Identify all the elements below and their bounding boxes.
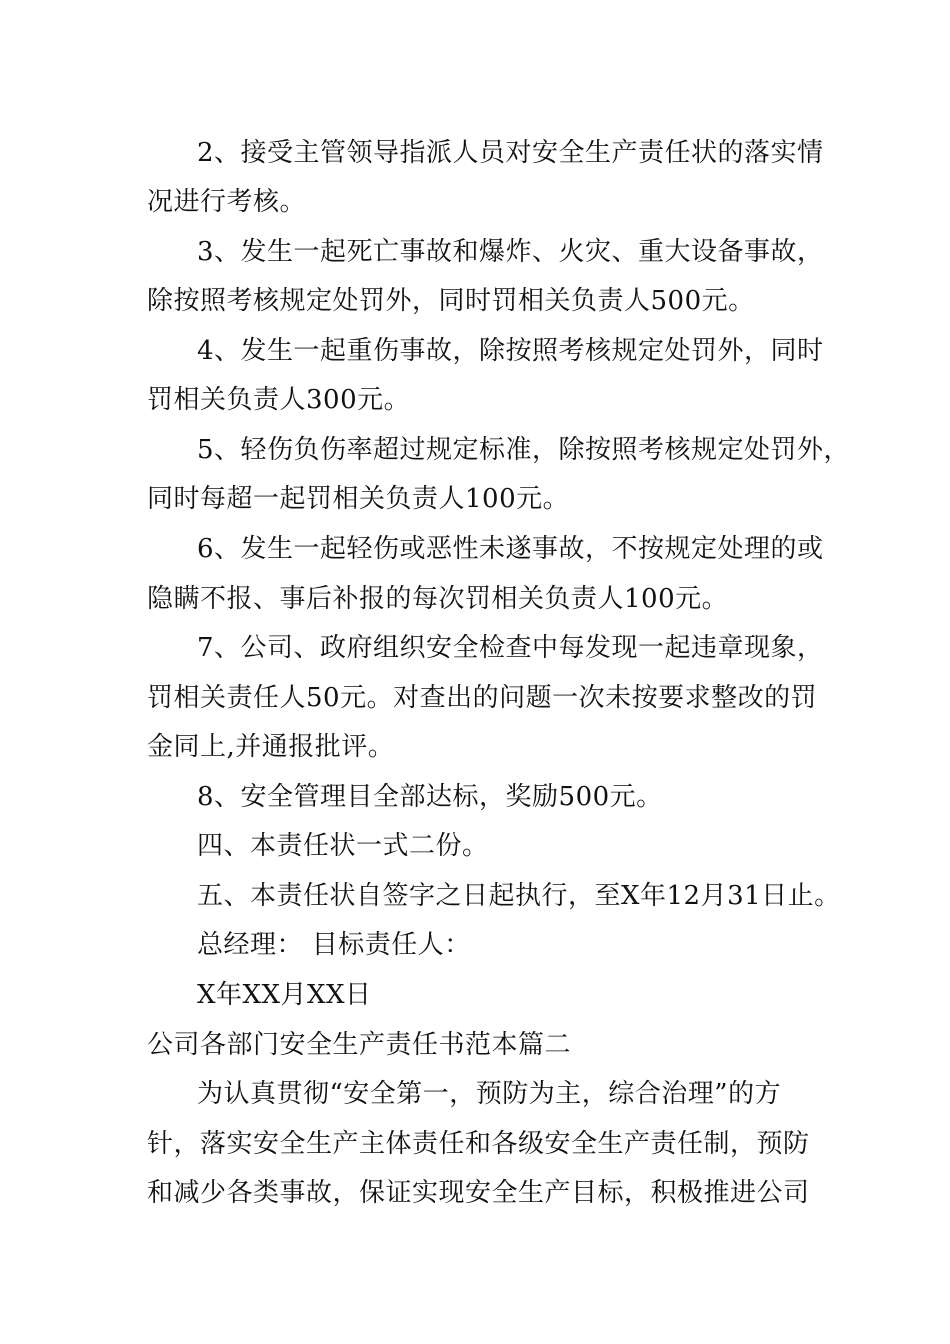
paragraph-line: 3、发生一起死亡事故和爆炸、火灾、重大设备事故， xyxy=(197,237,824,267)
paragraph-line: 4、发生一起重伤事故，除按照考核规定处罚外，同时 xyxy=(197,336,824,366)
paragraph-line: 7、公司、政府组织安全检查中每发现一起违章现象， xyxy=(197,633,824,663)
paragraph-line: 6、发生一起轻伤或恶性未遂事故，不按规定处理的或 xyxy=(197,534,824,564)
paragraph-line: 罚相关负责人300元。 xyxy=(147,385,411,415)
date-line: X年XX月XX日 xyxy=(197,980,372,1010)
paragraph-line: 罚相关责任人50元。对查出的问题一次未按要求整改的罚 xyxy=(147,683,818,713)
paragraph-line: 为认真贯彻“安全第一，预防为主，综合治理”的方 xyxy=(197,1079,782,1109)
paragraph-line: 同时每超一起罚相关负责人100元。 xyxy=(147,484,570,514)
paragraph-line: 2、接受主管领导指派人员对安全生产责任状的落实情 xyxy=(197,138,824,168)
paragraph-line: 除按照考核规定处罚外，同时罚相关负责人500元。 xyxy=(147,286,755,316)
paragraph-line: 针，落实安全生产主体责任和各级安全生产责任制，预防 xyxy=(147,1129,810,1159)
paragraph-line: 5、轻伤负伤率超过规定标准，除按照考核规定处罚外， xyxy=(197,435,851,465)
paragraph-line: 金同上,并通报批评。 xyxy=(147,732,395,762)
paragraph-line: 8、安全管理目全部达标，奖励500元。 xyxy=(197,782,663,812)
paragraph-line: 况进行考核。 xyxy=(147,187,307,217)
section-title: 公司各部门安全生产责任书范本篇二 xyxy=(147,1030,572,1060)
paragraph-line: 隐瞒不报、事后补报的每次罚相关负责人100元。 xyxy=(147,584,729,614)
paragraph-line: 四、本责任状一式二份。 xyxy=(197,831,489,861)
paragraph-line: 五、本责任状自签字之日起执行，至X年12月31日止。 xyxy=(197,881,841,911)
signature-line: 总经理： 目标责任人： xyxy=(197,930,471,960)
paragraph-line: 和减少各类事故，保证实现安全生产目标，积极推进公司 xyxy=(147,1178,810,1208)
